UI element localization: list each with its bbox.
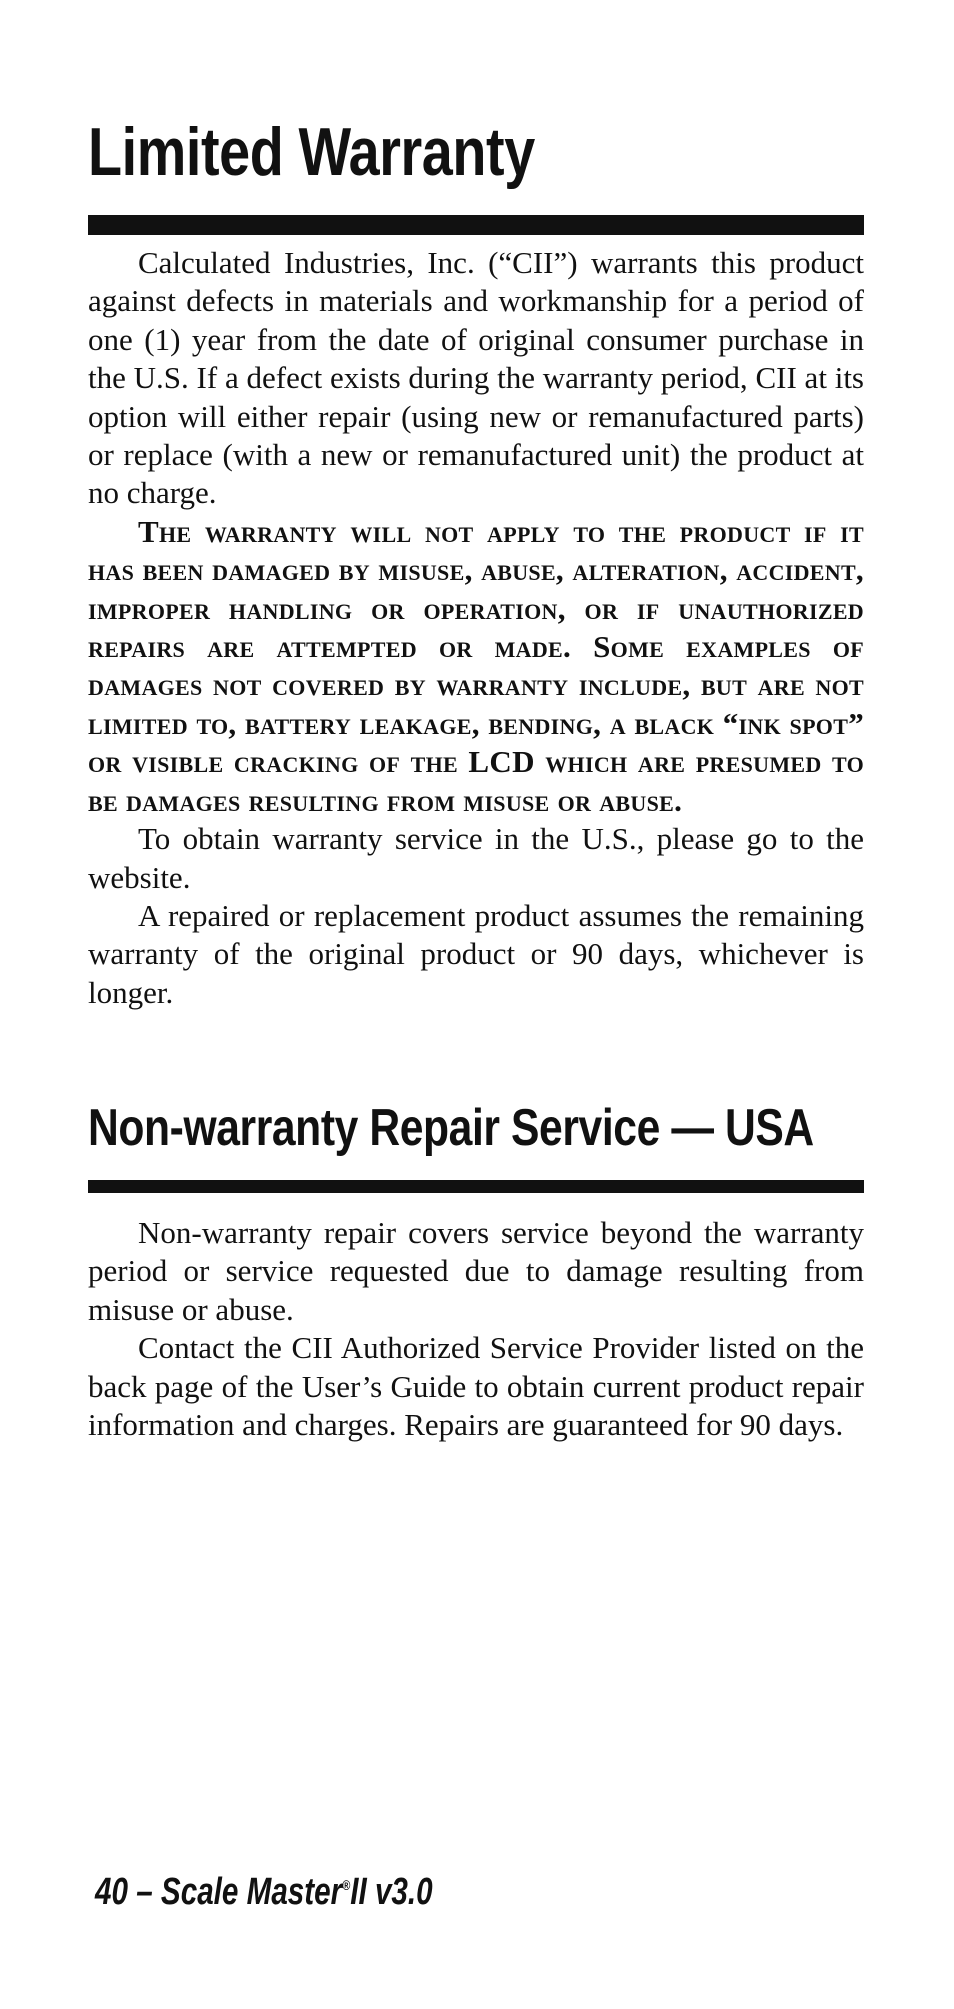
footer-separator: – — [127, 1871, 161, 1913]
section-divider-1 — [88, 215, 864, 235]
warranty-paragraph-1: Calculated Industries, Inc. (“CII”) warrants this product against defects in materials and workmanship for a period of one (1) year from the date of original consumer purchase in the U.S. If a defect exists during the warranty period, CII at its option will either repair (using new or remanufactured parts) or replace (with a new or remanufactured unit) the product at no charge. — [88, 245, 864, 511]
warranty-exclusions-paragraph: The warranty will not apply to the product if it has been damaged by misuse, abuse, alteration, accident, improper handling or operation, or if unauthorized repairs are attempted or made. Some examples of damages not covered by warranty include, but are not limited to, battery leakage, bending, a black “ink spot” or visible cracking of the LCD which are presumed to be damages resulting from misuse or abuse. — [88, 513, 864, 818]
limited-warranty-heading: Limited Warranty — [88, 114, 535, 190]
repair-paragraph-1: Non-warranty repair covers service beyond the warranty period or service requested due to damage resulting from misuse or abuse. — [88, 1215, 864, 1327]
page-number: 40 — [95, 1871, 128, 1913]
warranty-service-paragraph: To obtain warranty service in the U.S., please go to the website. — [88, 821, 864, 895]
product-name: Scale Master — [160, 1871, 343, 1913]
repair-service-heading: Non-warranty Repair Service — USA — [88, 1099, 814, 1157]
section-divider-2 — [88, 1180, 864, 1193]
repair-section — [88, 1214, 864, 1444]
page-footer — [95, 1862, 433, 1915]
repair-paragraph-2: Contact the CII Authorized Service Provider listed on the back page of the User’s Guide to obtain current product repair information and charges. Repairs are guaranteed for 90 days. — [88, 1330, 864, 1443]
registered-mark: ® — [342, 1877, 351, 1893]
warranty-replacement-paragraph: A repaired or replacement product assumes the remaining warranty of the original product or 90 days, whichever is longer. — [88, 897, 864, 1010]
product-model: II v3.0 — [350, 1871, 433, 1913]
warranty-section — [88, 244, 864, 1012]
